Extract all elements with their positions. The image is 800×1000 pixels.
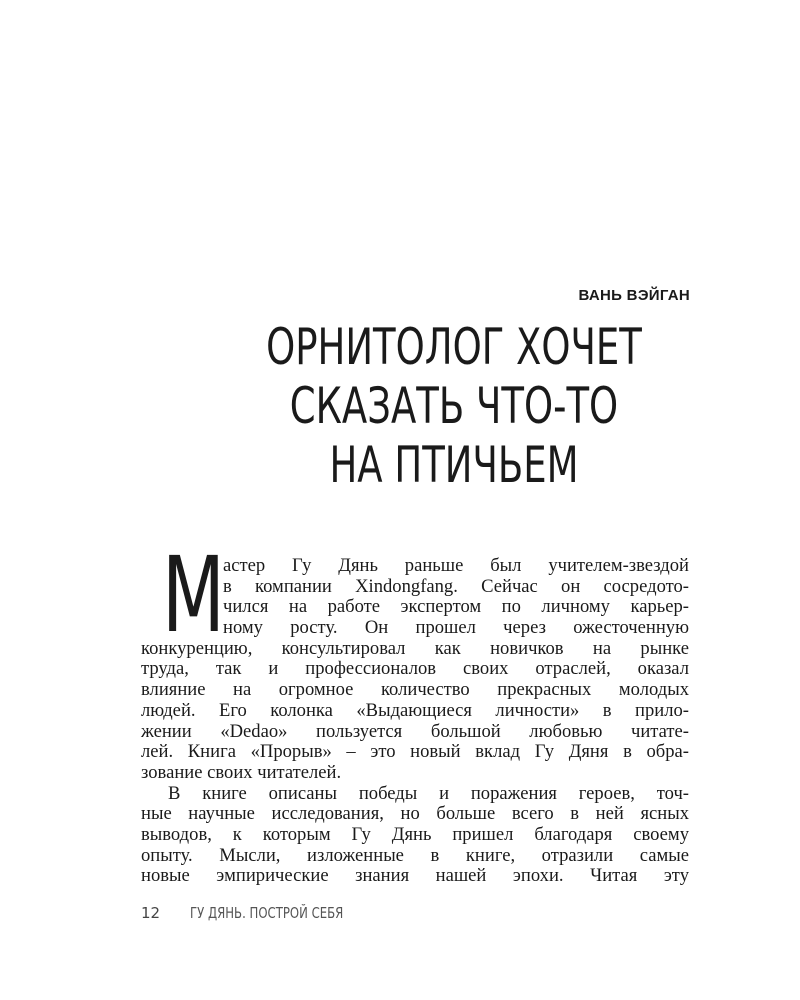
body-line: зование своих читателей. [141,761,342,783]
body-line: лей. Книга «Прорыв» – это новый вклад Гу Дяня в обра- [141,741,689,763]
title-line: СКАЗАТЬ ЧТО-ТО [289,377,619,435]
body-line: опыту. Мысли, изложенные в книге, отразили самые [141,844,689,866]
body-line: ные научные исследования, но больше всего в ней ясных [141,803,689,825]
running-title: ГУ ДЯНЬ. ПОСТРОЙ СЕБЯ [190,904,344,922]
body-line: в компании Xindongfang. Сейчас он сосредото- [223,575,689,597]
body-line: В книге описаны победы и поражения героев, точ- [168,782,689,804]
body-line: конкуренцию, консультировал как новичков на рынке [141,637,689,659]
body-line: чился на работе экспертом по личному карьер- [223,596,689,618]
body-text [141,556,689,887]
author-name: ВАНЬ ВЭЙГАН [578,287,690,304]
page-number: 12 [141,904,161,922]
body-line: новые эмпирические знания нашей эпохи. Читая эту [141,865,689,887]
body-line: труда, так и профессионалов своих отраслей, оказал [141,658,689,680]
body-line: ному росту. Он прошел через ожесточенную [223,617,689,639]
body-line: людей. Его колонка «Выдающиеся личности» в прило- [141,699,689,721]
drop-cap: М [162,534,225,656]
title-line: ОРНИТОЛОГ ХОЧЕТ [266,318,642,376]
body-line: влияние на огромное количество прекрасных молодых [141,679,689,701]
title-line: НА ПТИЧЬЕМ [329,436,579,494]
chapter-title [258,318,650,495]
body-line: выводов, к которым Гу Дянь пришел благодаря своему [141,823,689,845]
body-line: жении «Dedao» пользуется большой любовью читате- [141,720,689,742]
body-line: астер Гу Дянь раньше был учителем-звездой [223,555,689,576]
